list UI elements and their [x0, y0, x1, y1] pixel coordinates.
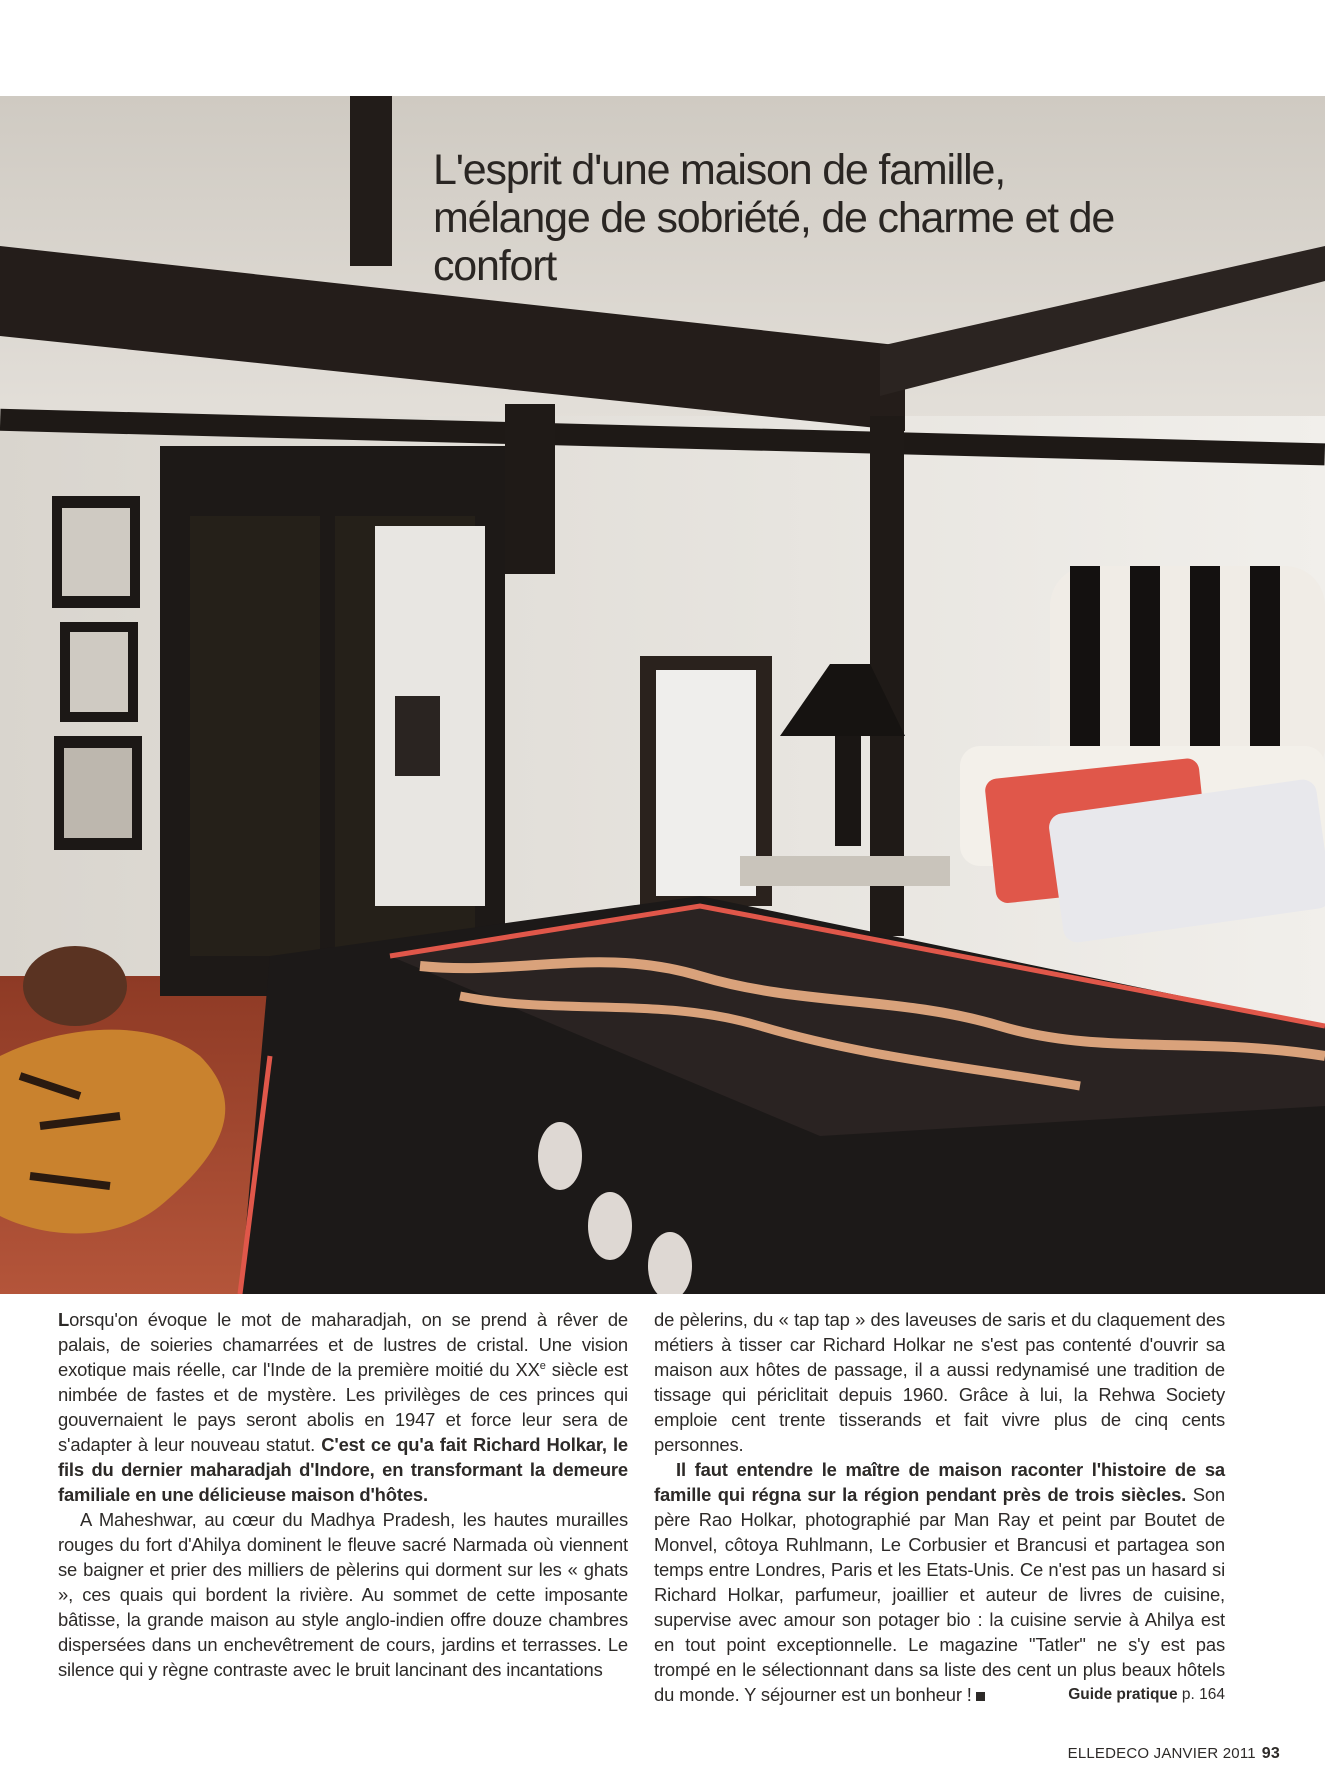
publication-name: ELLEDECO JANVIER 2011	[1067, 1745, 1256, 1762]
guide-label: Guide pratique	[1068, 1686, 1178, 1703]
intro-paragraph	[58, 1307, 628, 1507]
bedroom-photo	[0, 96, 1325, 1294]
nightstand	[740, 856, 950, 886]
page-number: 93	[1261, 1745, 1280, 1762]
doorway-lintel	[505, 404, 555, 574]
drop-cap: L	[58, 1309, 70, 1330]
photo-headline: L'esprit d'une maison de famille, mélange de sobriété, de charme et de confort	[433, 146, 1115, 290]
guide-reference[interactable]	[1046, 1682, 1225, 1707]
family-text: Son père Rao Holkar, photographié par Man Ray et peint par Boutet de Monvel, côtoya Ruhlmann, Le Corbusier et Brancusi et partagea son temps entre Londres, Paris et les Etats-Unis. Ce n'est pas un hasard si Richard Holkar, parfumeur, joaillier et auteur de livres de cuisine, supervise avec amour son potager bio : la cuisine servie à Ahilya est en tout point exceptionnelle. Le magazine "Tatler" ne s'y est pas trompé en le sélectionnant dans sa liste des cent un plus beaux hôtels du monde. Y séjourner est un bonheur !	[654, 1484, 1226, 1705]
weaving-paragraph: de pèlerins, du « tap tap » des laveuses de saris et du claquement des métiers à tisser car Richard Holkar ne s'est pas contenté d'ouvrir sa maison aux hôtes de passage, il a aussi redynamisé une tradition de tissage qui périclitait depuis 1960. Grâce à lui, la Rehwa Society emploie cent trente tisserands et fait vivre plus de cinq cents personnes.	[654, 1309, 1225, 1455]
intro-text-cont: siècle est nimbée de fastes et de mystère. Les privilèges de ces princes qui gouvernaient le pays seront abolis en 1947 et force leur sera de s'adapter à leur nouveau statut.	[58, 1359, 628, 1455]
page-footer	[1010, 1745, 1280, 1763]
family-paragraph	[654, 1457, 1225, 1707]
article-left-column	[58, 1307, 628, 1682]
maheshwar-paragraph: A Maheshwar, au cœur du Madhya Pradesh, les hautes murailles rouges du fort d'Ahilya dominent le fleuve sacré Narmada où viennent se baigner et prier des milliers de pèlerins qui dorment sur les « ghats », ces quais qui bordent la rivière. Au sommet de cette imposante bâtisse, la grande maison au style anglo-indien offre douze chambres dispersées dans un enchevêtrement de cours, jardins et terrasses. Le silence qui y règne contraste avec le bruit lancinant des incantations	[58, 1509, 628, 1680]
end-of-article-mark	[976, 1692, 985, 1701]
copper-pot	[23, 946, 127, 1026]
intro-bold: C'est ce qu'a fait Richard Holkar, le fils du dernier maharadjah d'Indore, en transformant la demeure familiale en une délicieuse maison d'hôtes.	[58, 1434, 628, 1505]
article-right-column	[654, 1307, 1225, 1707]
century-superscript: e	[539, 1359, 546, 1372]
vertical-beam	[350, 96, 392, 266]
family-bold: Il faut entendre le maître de maison raconter l'histoire de sa famille qui régna sur la région pendant près de trois siècles.	[654, 1459, 1225, 1505]
guide-page: p. 164	[1181, 1686, 1225, 1703]
intro-text: orsqu'on évoque le mot de maharadjah, on se prend à rêver de palais, de soieries chamarrées et de lustres de cristal. Une vision exotique mais réelle, car l'Inde de la première moitié du XX	[58, 1309, 628, 1380]
